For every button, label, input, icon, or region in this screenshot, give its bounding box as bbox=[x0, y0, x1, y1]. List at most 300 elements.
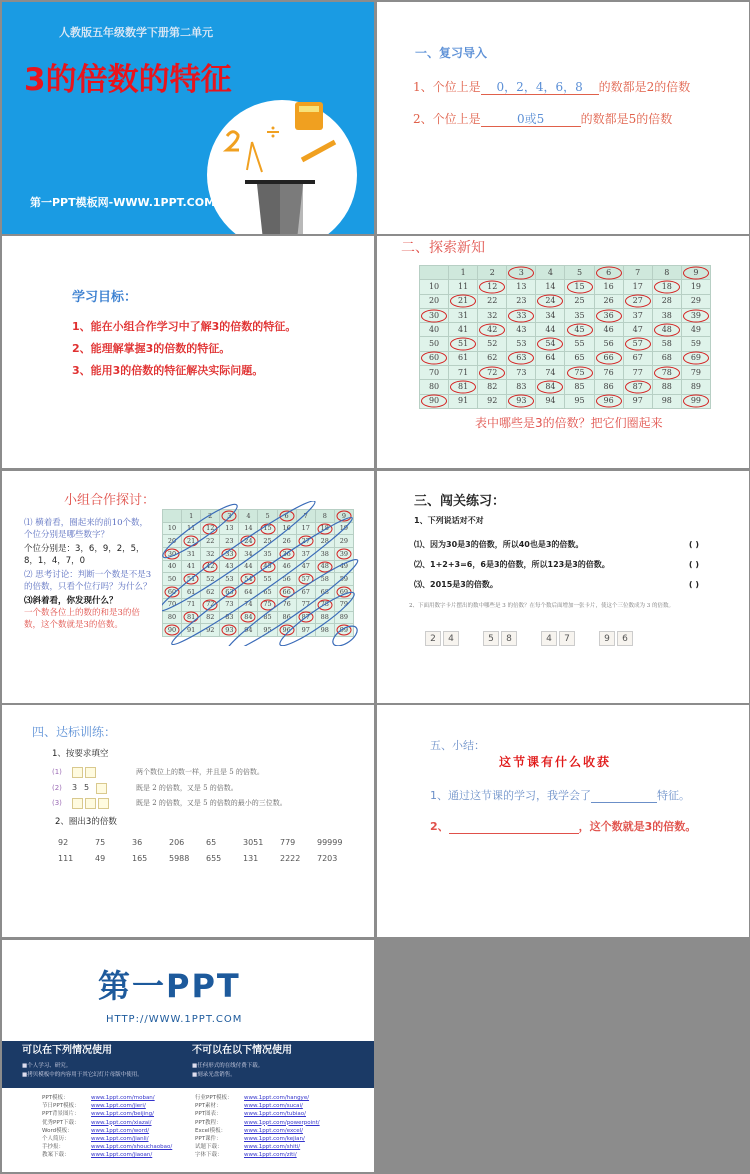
answer-paren[interactable]: ( ) bbox=[688, 540, 699, 549]
slide-group-discussion[interactable] bbox=[2, 471, 374, 703]
grid-cell[interactable]: 72 bbox=[201, 598, 220, 611]
grid-cell[interactable]: 44 bbox=[536, 323, 565, 337]
grid-cell[interactable]: 96 bbox=[277, 624, 296, 637]
grid-cell[interactable]: 67 bbox=[296, 586, 315, 599]
grid-cell[interactable]: 69 bbox=[334, 586, 353, 599]
grid-cell[interactable]: 99 bbox=[334, 624, 353, 637]
grid-cell[interactable]: 4 bbox=[536, 266, 565, 280]
grid-cell[interactable]: 73 bbox=[220, 598, 239, 611]
subheading: 1、下列说话对不对 bbox=[414, 516, 484, 525]
number-item[interactable]: 131 bbox=[243, 854, 259, 863]
grid-cell[interactable]: 57 bbox=[296, 573, 315, 586]
grid-cell[interactable]: 28 bbox=[315, 535, 334, 548]
grid-cell[interactable]: 87 bbox=[623, 380, 652, 394]
grid-cell[interactable]: 22 bbox=[478, 294, 507, 308]
grid-cell[interactable]: 1 bbox=[449, 266, 478, 280]
grid-row bbox=[420, 294, 711, 308]
grid-cell[interactable]: 81 bbox=[449, 380, 478, 394]
grid-cell[interactable]: 3 bbox=[220, 510, 239, 523]
grid-cell[interactable]: 19 bbox=[334, 522, 353, 535]
grid-cell[interactable]: 6 bbox=[594, 266, 623, 280]
grid-cell[interactable]: 88 bbox=[315, 611, 334, 624]
digit-card[interactable]: 2 bbox=[425, 631, 441, 646]
digit-card-groups bbox=[425, 626, 635, 646]
grid-cell[interactable]: 52 bbox=[201, 573, 220, 586]
grid-cell[interactable]: 92 bbox=[478, 394, 507, 408]
grid-cell[interactable]: 11 bbox=[449, 280, 478, 294]
grid-cell[interactable]: 26 bbox=[277, 535, 296, 548]
grid-cell[interactable]: 89 bbox=[681, 380, 710, 394]
cannot-use-list bbox=[192, 1062, 263, 1080]
grid-cell[interactable]: 21 bbox=[449, 294, 478, 308]
grid-row bbox=[420, 308, 711, 322]
grid-cell[interactable]: 27 bbox=[296, 535, 315, 548]
grid-cell[interactable]: 53 bbox=[507, 337, 536, 351]
grid-cell[interactable]: 56 bbox=[594, 337, 623, 351]
grid-cell[interactable]: 35 bbox=[565, 308, 594, 322]
slide-practice[interactable] bbox=[377, 471, 749, 703]
grid-cell[interactable]: 68 bbox=[315, 586, 334, 599]
item-text: 两个数位上的数一样，并且是 5 的倍数。 bbox=[136, 768, 264, 776]
slide-credits[interactable] bbox=[2, 940, 374, 1172]
grid-cell[interactable]: 84 bbox=[536, 380, 565, 394]
grid-cell[interactable]: 74 bbox=[239, 598, 258, 611]
statement-text: ⑶、2015是3的倍数。 bbox=[414, 580, 498, 589]
digit-card[interactable]: 4 bbox=[541, 631, 557, 646]
grid-cell[interactable]: 57 bbox=[623, 337, 652, 351]
goal-list bbox=[72, 316, 296, 382]
grid-cell[interactable]: 83 bbox=[507, 380, 536, 394]
link-row bbox=[42, 1094, 172, 1102]
grid-cell[interactable]: 28 bbox=[652, 294, 681, 308]
number-item[interactable]: 99999 bbox=[317, 838, 343, 847]
grid-cell[interactable]: 75 bbox=[565, 366, 594, 380]
grid-cell[interactable]: 42 bbox=[201, 560, 220, 573]
grid-cell[interactable]: 70 bbox=[163, 598, 182, 611]
grid-cell[interactable]: 34 bbox=[239, 548, 258, 561]
link-label: 个人简历： bbox=[42, 1136, 70, 1143]
slide-summary[interactable] bbox=[377, 705, 749, 937]
grid-cell[interactable]: 54 bbox=[536, 337, 565, 351]
grid-cell[interactable]: 30 bbox=[420, 308, 449, 322]
grid-cell[interactable]: 91 bbox=[182, 624, 201, 637]
answer-blank: 0，2，4，6，8 bbox=[481, 80, 599, 95]
discussion-text bbox=[24, 517, 154, 631]
grid-cell[interactable]: 94 bbox=[536, 394, 565, 408]
grid-cell[interactable]: 47 bbox=[623, 323, 652, 337]
grid-cell[interactable]: 78 bbox=[315, 598, 334, 611]
answer-box[interactable] bbox=[72, 798, 83, 809]
link[interactable]: www.1ppt.com/ziti/ bbox=[244, 1152, 297, 1159]
link[interactable]: www.1ppt.com/word/ bbox=[91, 1127, 150, 1134]
grid-cell[interactable]: 37 bbox=[623, 308, 652, 322]
grid-cell[interactable]: 90 bbox=[420, 394, 449, 408]
grid-cell[interactable]: 27 bbox=[623, 294, 652, 308]
grid-cell[interactable]: 87 bbox=[296, 611, 315, 624]
link[interactable]: www.1ppt.com/xiazai/ bbox=[91, 1119, 152, 1126]
grid-cell[interactable]: 15 bbox=[565, 280, 594, 294]
grid-cell[interactable]: 76 bbox=[594, 366, 623, 380]
grid-cell[interactable]: 77 bbox=[296, 598, 315, 611]
grid-cell[interactable]: 48 bbox=[315, 560, 334, 573]
number-item[interactable]: 3051 bbox=[243, 838, 264, 847]
grid-cell[interactable]: 70 bbox=[420, 366, 449, 380]
number-item[interactable]: 65 bbox=[206, 838, 217, 847]
number-item[interactable]: 75 bbox=[95, 838, 106, 847]
grid-cell[interactable]: 62 bbox=[478, 351, 507, 365]
grid-cell[interactable]: 78 bbox=[652, 366, 681, 380]
answer-paren[interactable]: ( ) bbox=[688, 560, 699, 569]
grid-cell[interactable]: 19 bbox=[681, 280, 710, 294]
grid-cell[interactable]: 93 bbox=[220, 624, 239, 637]
grid-cell[interactable]: 17 bbox=[623, 280, 652, 294]
digit-card[interactable]: 6 bbox=[617, 631, 633, 646]
grid-cell[interactable]: 21 bbox=[182, 535, 201, 548]
grid-cell[interactable]: 73 bbox=[507, 366, 536, 380]
link[interactable]: www.1ppt.com/tubiao/ bbox=[244, 1111, 306, 1118]
grid-cell[interactable]: 31 bbox=[449, 308, 478, 322]
grid-cell[interactable]: 49 bbox=[681, 323, 710, 337]
grid-cell[interactable]: 16 bbox=[594, 280, 623, 294]
grid-cell[interactable]: 59 bbox=[681, 337, 710, 351]
grid-cell[interactable]: 47 bbox=[296, 560, 315, 573]
grid-cell[interactable]: 10 bbox=[163, 522, 182, 535]
link[interactable]: www.1ppt.com/shiti/ bbox=[244, 1144, 301, 1151]
grid-cell[interactable]: 25 bbox=[565, 294, 594, 308]
grid-cell[interactable]: 13 bbox=[220, 522, 239, 535]
number-item[interactable]: 655 bbox=[206, 854, 222, 863]
grid-cell[interactable]: 84 bbox=[239, 611, 258, 624]
grid-cell[interactable]: 45 bbox=[258, 560, 277, 573]
answer-box[interactable] bbox=[85, 767, 96, 778]
number-item[interactable]: 206 bbox=[169, 838, 185, 847]
grid-cell[interactable]: 7 bbox=[623, 266, 652, 280]
circle-mark bbox=[450, 381, 476, 394]
digit-card[interactable]: 8 bbox=[501, 631, 517, 646]
grid-cell[interactable]: 80 bbox=[163, 611, 182, 624]
circle-mark bbox=[508, 309, 534, 322]
grid-cell[interactable]: 17 bbox=[296, 522, 315, 535]
number-item[interactable]: 2222 bbox=[280, 854, 301, 863]
grid-cell[interactable]: 13 bbox=[507, 280, 536, 294]
grid-cell[interactable]: 97 bbox=[623, 394, 652, 408]
grid-cell[interactable]: 43 bbox=[507, 323, 536, 337]
grid-cell[interactable]: 38 bbox=[315, 548, 334, 561]
grid-row bbox=[420, 351, 711, 365]
grid-cell[interactable]: 60 bbox=[420, 351, 449, 365]
grid-cell[interactable]: 10 bbox=[420, 280, 449, 294]
grid-cell[interactable]: 56 bbox=[277, 573, 296, 586]
link[interactable]: www.1ppt.com/jiaoan/ bbox=[91, 1152, 153, 1159]
answer-blank: 0或5 bbox=[481, 112, 581, 127]
number-item[interactable]: 7203 bbox=[317, 854, 338, 863]
circle-mark bbox=[450, 338, 476, 351]
grid-cell[interactable]: 18 bbox=[652, 280, 681, 294]
grid-cell[interactable]: 66 bbox=[277, 586, 296, 599]
grid-cell[interactable]: 76 bbox=[277, 598, 296, 611]
grid-cell[interactable]: 85 bbox=[565, 380, 594, 394]
grid-cell[interactable]: 9 bbox=[334, 510, 353, 523]
subheading-1: 1、按要求填空 bbox=[52, 749, 109, 759]
link[interactable]: www.1ppt.com/hangye/ bbox=[244, 1095, 310, 1101]
grid-cell[interactable]: 99 bbox=[681, 394, 710, 408]
grid-cell[interactable]: 35 bbox=[258, 548, 277, 561]
grid-cell[interactable]: 59 bbox=[334, 573, 353, 586]
grid-cell[interactable]: 2 bbox=[478, 266, 507, 280]
grid-cell[interactable]: 12 bbox=[478, 280, 507, 294]
slide-explore[interactable] bbox=[377, 236, 749, 468]
grid-cell[interactable]: 4 bbox=[239, 510, 258, 523]
grid-cell[interactable]: 63 bbox=[507, 351, 536, 365]
grid-cell[interactable]: 1 bbox=[182, 510, 201, 523]
grid-cell[interactable]: 68 bbox=[652, 351, 681, 365]
magic-hat-illustration bbox=[207, 100, 357, 234]
link[interactable]: www.1ppt.com/sucai/ bbox=[244, 1103, 303, 1110]
slide-goals[interactable] bbox=[2, 236, 374, 468]
circle-mark bbox=[596, 352, 622, 365]
grid-cell[interactable]: 5 bbox=[565, 266, 594, 280]
grid-cell[interactable]: 9 bbox=[681, 266, 710, 280]
grid-cell[interactable]: 61 bbox=[449, 351, 478, 365]
grid-cell[interactable]: 29 bbox=[334, 535, 353, 548]
number-item[interactable]: 165 bbox=[132, 854, 148, 863]
item-label: (2) bbox=[52, 784, 62, 792]
grid-cell[interactable]: 88 bbox=[652, 380, 681, 394]
fill-item bbox=[52, 780, 287, 796]
grid-cell[interactable]: 58 bbox=[652, 337, 681, 351]
grid-cell[interactable]: 72 bbox=[478, 366, 507, 380]
grid-cell[interactable]: 96 bbox=[594, 394, 623, 408]
link[interactable]: www.1ppt.com/jieri/ bbox=[91, 1103, 146, 1110]
grid-cell[interactable]: 97 bbox=[296, 624, 315, 637]
grid-cell[interactable]: 65 bbox=[258, 586, 277, 599]
grid-cell[interactable]: 95 bbox=[258, 624, 277, 637]
grid-cell[interactable]: 18 bbox=[315, 522, 334, 535]
number-item[interactable]: 779 bbox=[280, 838, 296, 847]
grid-cell[interactable]: 69 bbox=[681, 351, 710, 365]
grid-cell[interactable]: 63 bbox=[220, 586, 239, 599]
link[interactable]: www.1ppt.com/excel/ bbox=[244, 1127, 303, 1134]
grid-cell[interactable]: 37 bbox=[296, 548, 315, 561]
usage-banner bbox=[2, 1041, 374, 1088]
grid-cell[interactable]: 6 bbox=[277, 510, 296, 523]
grid-cell[interactable]: 8 bbox=[315, 510, 334, 523]
grid-cell[interactable]: 80 bbox=[420, 380, 449, 394]
grid-cell[interactable]: 20 bbox=[163, 535, 182, 548]
link-label: 优秀PPT下载： bbox=[42, 1119, 80, 1126]
number-item[interactable]: 49 bbox=[95, 854, 106, 863]
grid-cell[interactable]: 7 bbox=[296, 510, 315, 523]
link[interactable]: www.1ppt.com/shouchaobao/ bbox=[91, 1144, 173, 1151]
grid-cell[interactable]: 34 bbox=[536, 308, 565, 322]
statement bbox=[414, 555, 699, 575]
grid-cell[interactable]: 86 bbox=[277, 611, 296, 624]
grid-cell[interactable]: 85 bbox=[258, 611, 277, 624]
link[interactable]: www.1ppt.com/powerpoint/ bbox=[244, 1119, 320, 1126]
link[interactable]: www.1ppt.com/jianli/ bbox=[91, 1136, 149, 1143]
grid-cell[interactable]: 15 bbox=[258, 522, 277, 535]
link-row bbox=[42, 1127, 172, 1135]
grid-cell[interactable]: 66 bbox=[594, 351, 623, 365]
grid-cell[interactable]: 39 bbox=[681, 308, 710, 322]
grid-cell[interactable]: 82 bbox=[201, 611, 220, 624]
grid-cell[interactable]: 30 bbox=[163, 548, 182, 561]
number-item[interactable]: 92 bbox=[58, 838, 69, 847]
grid-cell[interactable]: 2 bbox=[201, 510, 220, 523]
link[interactable]: www.1ppt.com/moban/ bbox=[91, 1095, 155, 1101]
grid-cell[interactable]: 12 bbox=[201, 522, 220, 535]
grid-cell[interactable]: 82 bbox=[478, 380, 507, 394]
grid-cell[interactable]: 24 bbox=[239, 535, 258, 548]
grid-cell[interactable]: 90 bbox=[163, 624, 182, 637]
answer-box[interactable] bbox=[98, 798, 109, 809]
grid-cell[interactable] bbox=[420, 266, 449, 280]
grid-cell[interactable]: 93 bbox=[507, 394, 536, 408]
blank[interactable] bbox=[449, 820, 579, 834]
digit-card[interactable]: 7 bbox=[559, 631, 575, 646]
grid-cell[interactable]: 71 bbox=[449, 366, 478, 380]
grid-cell[interactable]: 92 bbox=[201, 624, 220, 637]
grid-cell[interactable]: 61 bbox=[182, 586, 201, 599]
item-text: 既是 2 的倍数，又是 5 的倍数。 bbox=[136, 784, 238, 792]
grid-cell[interactable]: 83 bbox=[220, 611, 239, 624]
grid-cell[interactable]: 65 bbox=[565, 351, 594, 365]
hundred-chart bbox=[419, 265, 711, 409]
grid-cell[interactable]: 14 bbox=[536, 280, 565, 294]
link-label: 字体下载： bbox=[195, 1152, 223, 1159]
grid-cell[interactable]: 5 bbox=[258, 510, 277, 523]
grid-cell[interactable]: 79 bbox=[334, 598, 353, 611]
grid-cell[interactable]: 71 bbox=[182, 598, 201, 611]
slide-standard-training[interactable] bbox=[2, 705, 374, 937]
grid-cell[interactable]: 67 bbox=[623, 351, 652, 365]
grid-cell[interactable]: 8 bbox=[652, 266, 681, 280]
grid-cell[interactable]: 81 bbox=[182, 611, 201, 624]
grid-cell[interactable]: 89 bbox=[334, 611, 353, 624]
grid-cell[interactable]: 50 bbox=[420, 337, 449, 351]
grid-cell[interactable]: 51 bbox=[449, 337, 478, 351]
grid-cell[interactable]: 20 bbox=[420, 294, 449, 308]
grid-cell[interactable]: 98 bbox=[652, 394, 681, 408]
grid-cell[interactable]: 3 bbox=[507, 266, 536, 280]
answer-paren[interactable]: ( ) bbox=[688, 580, 699, 589]
grid-cell[interactable]: 74 bbox=[536, 366, 565, 380]
grid-cell[interactable]: 48 bbox=[652, 323, 681, 337]
grid-cell[interactable]: 14 bbox=[239, 522, 258, 535]
answer-box[interactable] bbox=[96, 783, 107, 794]
grid-cell[interactable]: 55 bbox=[258, 573, 277, 586]
link-row bbox=[195, 1094, 320, 1102]
grid-cell[interactable]: 86 bbox=[594, 380, 623, 394]
grid-cell[interactable]: 79 bbox=[681, 366, 710, 380]
given-digit: 5 bbox=[84, 783, 90, 792]
grid-cell[interactable]: 54 bbox=[239, 573, 258, 586]
grid-cell[interactable]: 29 bbox=[681, 294, 710, 308]
link[interactable]: www.1ppt.com/beijing/ bbox=[91, 1111, 155, 1118]
answer-1: 个位分别是：3，6，9，2，5，8，1，4，7，0 bbox=[24, 544, 145, 566]
grid-cell[interactable]: 40 bbox=[163, 560, 182, 573]
circle-mark bbox=[421, 309, 447, 322]
question: 表中哪些是3的倍数？把它们圈起来 bbox=[475, 416, 663, 430]
digit-area bbox=[72, 780, 122, 796]
number-item[interactable]: 36 bbox=[132, 838, 143, 847]
digit-card[interactable]: 9 bbox=[599, 631, 615, 646]
blank[interactable] bbox=[591, 789, 657, 803]
grid-cell[interactable]: 46 bbox=[277, 560, 296, 573]
circle-mark bbox=[596, 266, 622, 279]
number-item[interactable]: 5988 bbox=[169, 854, 190, 863]
grid-cell[interactable]: 91 bbox=[449, 394, 478, 408]
grid-cell[interactable]: 53 bbox=[220, 573, 239, 586]
grid-cell[interactable]: 33 bbox=[220, 548, 239, 561]
grid-cell[interactable]: 22 bbox=[201, 535, 220, 548]
digit-card[interactable]: 5 bbox=[483, 631, 499, 646]
grid-cell[interactable]: 36 bbox=[277, 548, 296, 561]
grid-cell[interactable]: 77 bbox=[623, 366, 652, 380]
grid-cell[interactable]: 44 bbox=[239, 560, 258, 573]
grid-cell[interactable]: 32 bbox=[478, 308, 507, 322]
grid-cell[interactable]: 75 bbox=[258, 598, 277, 611]
grid-cell[interactable]: 58 bbox=[315, 573, 334, 586]
grid-cell[interactable]: 31 bbox=[182, 548, 201, 561]
digit-card[interactable]: 4 bbox=[443, 631, 459, 646]
slide-review[interactable] bbox=[377, 2, 749, 234]
grid-cell[interactable]: 64 bbox=[536, 351, 565, 365]
grid-cell[interactable]: 41 bbox=[182, 560, 201, 573]
subheading-2: 2、圈出3的倍数 bbox=[55, 817, 117, 827]
grid-cell[interactable]: 41 bbox=[449, 323, 478, 337]
digit-area bbox=[72, 796, 122, 811]
grid-cell[interactable]: 94 bbox=[239, 624, 258, 637]
grid-cell[interactable]: 24 bbox=[536, 294, 565, 308]
grid-cell[interactable]: 25 bbox=[258, 535, 277, 548]
banner: 这节课有什么收获 bbox=[499, 755, 612, 769]
grid-cell[interactable]: 64 bbox=[239, 586, 258, 599]
slide-title[interactable] bbox=[2, 2, 374, 234]
grid-cell[interactable]: 42 bbox=[478, 323, 507, 337]
link[interactable]: www.1ppt.com/kejian/ bbox=[244, 1136, 305, 1143]
grid-cell[interactable]: 33 bbox=[507, 308, 536, 322]
grid-cell[interactable]: 23 bbox=[507, 294, 536, 308]
number-item[interactable]: 111 bbox=[58, 854, 74, 863]
grid-cell[interactable]: 49 bbox=[334, 560, 353, 573]
grid-cell[interactable]: 50 bbox=[163, 573, 182, 586]
grid-cell[interactable]: 23 bbox=[220, 535, 239, 548]
grid-cell[interactable]: 45 bbox=[565, 323, 594, 337]
grid-cell[interactable]: 32 bbox=[201, 548, 220, 561]
grid-cell[interactable]: 51 bbox=[182, 573, 201, 586]
link-row bbox=[42, 1135, 172, 1143]
grid-cell[interactable]: 26 bbox=[594, 294, 623, 308]
grid-cell[interactable]: 40 bbox=[420, 323, 449, 337]
grid-cell[interactable]: 62 bbox=[201, 586, 220, 599]
grid-cell[interactable]: 55 bbox=[565, 337, 594, 351]
grid-cell[interactable]: 52 bbox=[478, 337, 507, 351]
answer-box[interactable] bbox=[72, 767, 83, 778]
grid-cell[interactable]: 16 bbox=[277, 522, 296, 535]
grid-cell[interactable]: 98 bbox=[315, 624, 334, 637]
grid-cell[interactable]: 11 bbox=[182, 522, 201, 535]
grid-cell[interactable]: 39 bbox=[334, 548, 353, 561]
answer-box[interactable] bbox=[85, 798, 96, 809]
grid-cell[interactable]: 60 bbox=[163, 586, 182, 599]
grid-cell[interactable]: 95 bbox=[565, 394, 594, 408]
grid-cell[interactable]: 46 bbox=[594, 323, 623, 337]
grid-cell[interactable]: 36 bbox=[594, 308, 623, 322]
grid-row bbox=[420, 337, 711, 351]
grid-cell[interactable]: 43 bbox=[220, 560, 239, 573]
grid-cell[interactable]: 38 bbox=[652, 308, 681, 322]
